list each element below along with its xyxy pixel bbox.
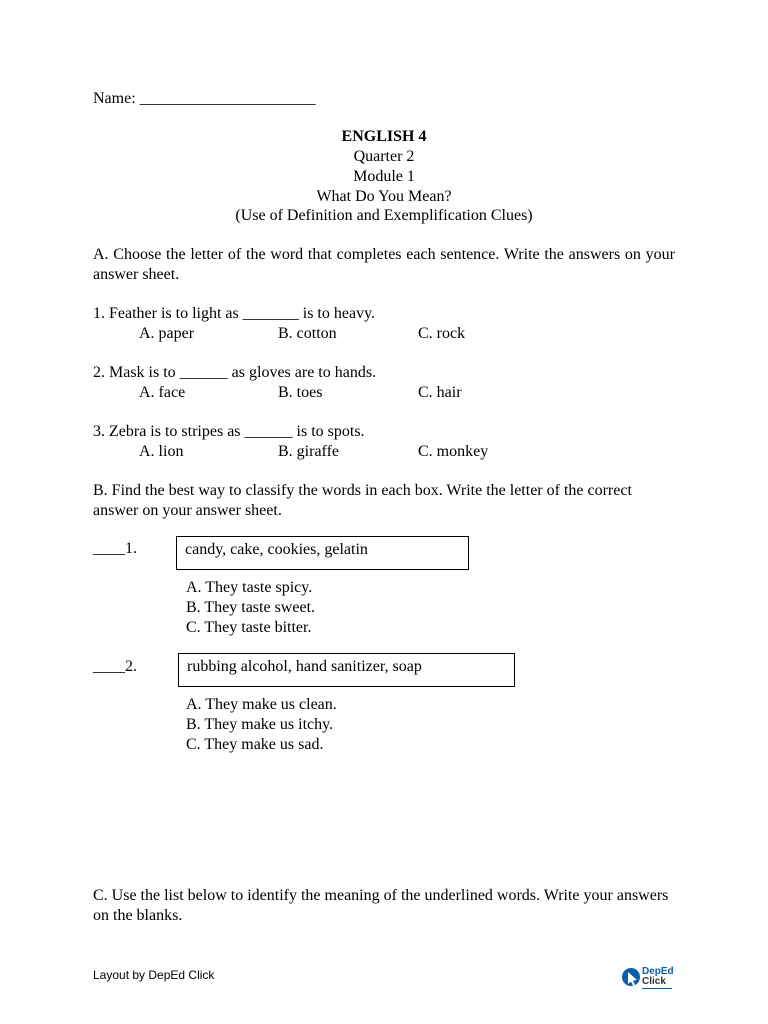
subject-heading: ENGLISH 4 — [341, 128, 427, 145]
word-box-b1-text: candy, cake, cookies, gelatin — [185, 541, 368, 558]
option-b1-c: C. They taste bitter. — [186, 619, 312, 636]
logo-underline — [642, 988, 672, 989]
section-c-instruction: C. Use the list below to identify the meaning of the underlined words. Write your answers on the blanks. — [93, 887, 669, 924]
option-a1-b: B. cotton — [278, 325, 337, 342]
deped-click-logo — [621, 964, 681, 990]
question-a1: 1. Feather is to light as _______ is to heavy. — [93, 305, 376, 322]
name-field-label: Name: ______________________ — [93, 90, 316, 107]
option-a1-c: C. rock — [418, 325, 466, 342]
logo-text-click: Click — [642, 976, 666, 987]
cursor-logo-icon — [621, 966, 643, 988]
answer-blank-b2: ____2. — [93, 658, 137, 675]
module-subtitle: (Use of Definition and Exemplification Clues) — [235, 207, 533, 224]
answer-blank-b1: ____1. — [93, 540, 137, 557]
option-a2-b: B. toes — [278, 384, 323, 401]
option-b2-c: C. They make us sad. — [186, 736, 324, 753]
section-a-instruction: A. Choose the letter of the word that completes each sentence. Write the answers on your answer sheet. — [93, 246, 675, 283]
word-box-b2-text: rubbing alcohol, hand sanitizer, soap — [187, 658, 422, 675]
question-a2: 2. Mask is to ______ as gloves are to hands. — [93, 364, 377, 381]
section-b-instruction: B. Find the best way to classify the words in each box. Write the letter of the correct answer on your answer sheet. — [93, 482, 632, 519]
option-b1-b: B. They taste sweet. — [186, 599, 316, 616]
quarter-label: Quarter 2 — [353, 148, 415, 165]
module-label: Module 1 — [353, 168, 415, 185]
word-box-b2 — [178, 653, 515, 687]
option-a3-a: A. lion — [139, 443, 184, 460]
option-a2-a: A. face — [139, 384, 186, 401]
option-a3-b: B. giraffe — [278, 443, 340, 460]
option-b2-a: A. They make us clean. — [186, 696, 337, 713]
option-a3-c: C. monkey — [418, 443, 489, 460]
option-a2-c: C. hair — [418, 384, 462, 401]
word-box-b1 — [176, 536, 469, 570]
module-title: What Do You Mean? — [316, 188, 452, 205]
question-a3: 3. Zebra is to stripes as ______ is to spots. — [93, 423, 365, 440]
option-a1-a: A. paper — [139, 325, 195, 342]
layout-credit: Layout by DepEd Click — [93, 968, 215, 982]
logo-text-deped: DepEd — [642, 966, 674, 977]
option-b2-b: B. They make us itchy. — [186, 716, 334, 733]
option-b1-a: A. They taste spicy. — [186, 579, 313, 596]
